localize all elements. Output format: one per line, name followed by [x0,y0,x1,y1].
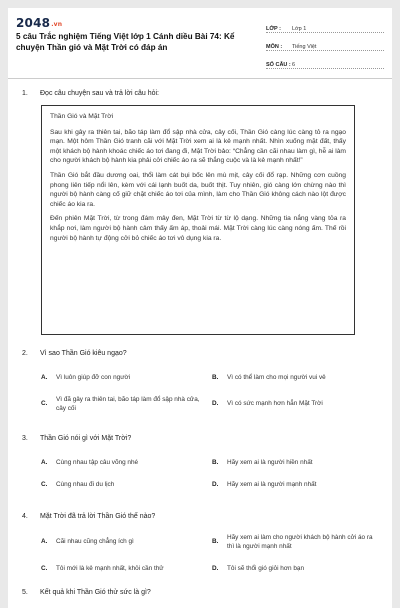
meta-class-value: Lớp 1 [292,26,307,32]
document-header [8,8,392,66]
meta-subject-label: MÔN : [266,44,283,50]
meta-class [266,17,384,33]
option-letter: D. [212,565,219,572]
question-number: 3. [22,435,28,442]
option-letter: B. [212,459,219,466]
question-3 [22,435,131,442]
question-text: Kết quả khi Thần Gió thử sức là gì? [40,589,151,596]
meta-count-value: 6 [292,62,296,68]
question-number: 1. [22,90,28,97]
option-letter: A. [41,459,48,466]
option-letter: D. [212,400,219,407]
option-text: Hãy xem ai là người hiền nhất [227,459,313,466]
option-letter: D. [212,481,219,488]
option-text: Hãy xem ai là người mạnh nhất [227,481,317,488]
meta-count [266,53,384,69]
meta-info [266,17,384,71]
question-4 [22,513,155,520]
meta-subject [266,35,384,51]
story-passage [41,105,355,335]
page-title: 5 câu Trắc nghiệm Tiếng Việt lớp 1 Cánh diều Bài 74: Kể chuyện Thần gió và Mặt Trời có đáp án [16,32,235,52]
document-page [8,8,392,608]
option-letter: B. [212,538,219,545]
option-letter: A. [41,374,48,381]
logo-text: 2048 [16,16,51,30]
option-text: Tôi sẽ thổi gió giỏi hơn bạn [227,565,305,572]
passage-paragraph: Sau khi gây ra thiên tai, bão táp làm đổ sập nhà cửa, cây cối, Thần Gió càng lúc càng tỏ ra ngạo mạn. Một hôm Thần Gió tranh cãi với Mặt Trời xem ai là kẻ mạnh nhất. Nhìn xuống mặt đất, thấy một khách bộ hành khoác chiếc áo tơi đang đi, Mặt Trời bảo: “Chẳng cần cãi nhau làm gì, hễ ai làm cho người khách bộ hành kia phải cởi chiếc áo ra sẽ thắng cuộc và là kẻ mạnh nhất!” [50,128,346,165]
meta-class-label: LỚP : [266,26,281,32]
question-number: 4. [22,513,28,520]
question-text: Vì sao Thần Gió kiêu ngạo? [40,350,127,357]
option-text: Hãy xem ai làm cho người khách bộ hành cởi áo ra thì là người mạnh nhất [227,534,373,550]
question-text: Mặt Trời đã trả lời Thần Gió thế nào? [40,513,156,520]
option-letter: C. [41,400,48,407]
option-text: Tôi mới là kẻ mạnh nhất, khỏi cần thử [56,565,164,572]
option-text: Cùng nhau đi du lịch [56,481,115,488]
option-text: Cùng nhau tập câu võng nhé [56,459,139,466]
option-letter: C. [41,481,48,488]
header-divider [8,78,392,79]
logo-tld: .vn [51,21,63,28]
option-text: Vì đã gây ra thiên tai, bão táp làm đổ sập nhà cửa, cây cối [56,396,200,412]
option-text: Cãi nhau cũng chẳng ích gì [56,538,134,545]
question-number: 2. [22,350,28,357]
passage-title: Thần Gió và Mặt Trời [50,113,114,120]
question-1 [22,90,159,97]
option-letter: A. [41,538,48,545]
meta-count-label: SỐ CÂU : [266,62,291,68]
option-text: Vì có thể làm cho mọi người vui vẻ [227,374,326,381]
question-text: Thần Gió nói gì với Mặt Trời? [40,435,132,442]
passage-paragraph: Đến phiên Mặt Trời, từ trong đám mây đen, Mặt Trời từ từ lộ dạng. Những tia nắng vàng tỏa ra khắp nơi, làm người bộ hành cảm thấy ấm áp, thoải mái. Mặt Trời càng lúc càng nóng ấm. Thế rồi người bộ hành tự động cởi bỏ chiếc áo tơi vô dụng kia ra. [50,215,346,242]
question-5 [22,589,151,596]
question-text: Đọc câu chuyện sau và trả lời câu hỏi: [40,90,159,97]
option-letter: C. [41,565,48,572]
question-2 [22,350,127,357]
option-letter: B. [212,374,219,381]
passage-paragraph: Thần Gió bắt đầu dương oai, thổi làm cát bụi bốc lên mù mịt, cây cối đổ rạp. Những cơn cuồng phong liên tiếp nổi lên, kèm với cái lạnh buốt da, buốt thịt. Tuy nhiên, gió càng lớn chừng nào thì người bộ hành càng cố giữ chặt chiếc áo tơi của mình, làm cho Thần Gió không cách nào lột được chiếc áo kia ra. [50,171,346,208]
option-text: Vì có sức mạnh hơn hẳn Mặt Trời [227,400,323,407]
question-number: 5. [22,589,28,596]
option-text: Vì luôn giúp đỡ con người [56,374,131,381]
meta-subject-value: Tiếng Việt [292,44,317,50]
site-logo[interactable] [16,16,62,30]
